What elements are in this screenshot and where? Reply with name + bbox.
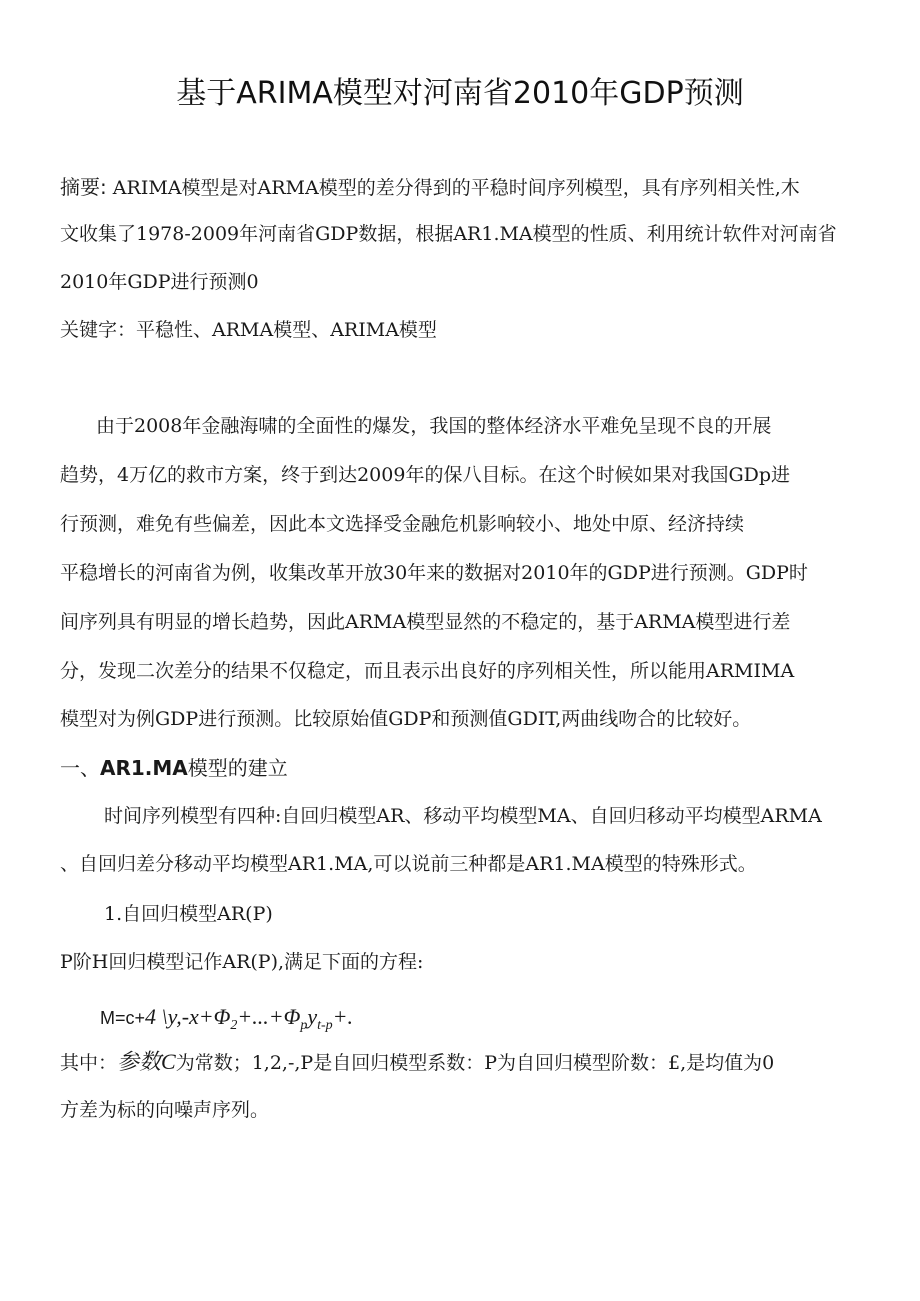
section-1-heading: [60, 756, 288, 780]
intro-line-3: 行预测，难免有些偏差，因此本文选择受金融危机影响较小、地处中原、经济持续: [60, 513, 745, 535]
formula-part-3: +...+Φ: [237, 1004, 301, 1029]
intro-line-4: 平稳增长的河南省为例，收集改革开放30年来的数据对2010年的GDP进行预测。GDP时: [60, 562, 808, 584]
intro-line-6: 分，发现二次差分的结果不仅稳定，而且表示出良好的序列相关性，所以能用ARMIMA: [60, 660, 795, 682]
abstract-line-2: 文收集了1978-2009年河南省GDP数据，根据AR1.MA模型的性质、利用统计软件对河南省: [60, 223, 837, 245]
abstract-text-1: ARIMA模型是对ARMA模型的差分得到的平稳时间序列模型，具有序列相关性,木: [106, 177, 800, 199]
subsection-1-heading: 1.自回归模型AR(P): [104, 903, 273, 925]
where-rest: 为常数；1,2,-,P是自回归模型系数：P为自回归模型阶数：£,是均值为0: [175, 1052, 775, 1074]
section-1-prefix: 一、: [60, 756, 100, 780]
formula-end: +.: [332, 1004, 354, 1029]
formula-part-1: 4 \: [145, 1004, 168, 1029]
intro-line-5: 间序列具有明显的增长趋势，因此ARMA模型显然的不稳定的，基于ARMA模型进行差: [60, 611, 791, 633]
where-param: 参数C: [117, 1049, 176, 1074]
subsection-1-intro: P阶H回归模型记作AR(P),满足下面的方程:: [60, 951, 424, 973]
section-1-body-line-2: 、自回归差分移动平均模型AR1.MA,可以说前三种都是AR1.MA模型的特殊形式。: [60, 853, 757, 875]
paper-title: 基于ARIMA模型对河南省2010年GDP预测: [176, 76, 744, 111]
intro-line-1: 由于2008年金融海啸的全面性的爆发，我国的整体经济水平难免呈现不良的开展: [96, 415, 772, 437]
formula-sub-2: 2: [230, 1018, 238, 1033]
where-line-1: [60, 1050, 774, 1075]
formula-y: y: [307, 1004, 318, 1029]
intro-line-2: 趋势，4万亿的救市方案，终于到达2009年的保八目标。在这个时候如果对我国GDp进: [60, 464, 791, 486]
ar-formula: [100, 1003, 353, 1040]
formula-lhs: M=c+: [100, 1008, 146, 1028]
section-1-heading-rest: 模型的建立: [187, 756, 288, 780]
intro-line-7: 模型对为例GDP进行预测。比较原始值GDP和预测值GDIT,两曲线吻合的比较好。: [60, 708, 752, 730]
formula-sub-tp: t-p: [317, 1018, 333, 1033]
formula-part-2: y,-x+Φ: [167, 1004, 231, 1029]
abstract-label: 摘要:: [60, 175, 107, 199]
where-line-2: 方差为标的向噪声序列。: [60, 1099, 270, 1121]
keywords: 关键字：平稳性、ARMA模型、ARIMA模型: [60, 319, 437, 341]
section-1-heading-bold: AR1.MA: [100, 756, 188, 780]
abstract-line-3: 2010年GDP进行预测0: [60, 271, 259, 293]
formula-sub-p: p: [300, 1018, 308, 1033]
abstract-line-1: [60, 175, 800, 200]
section-1-body-line-1: 时间序列模型有四种:自回归模型AR、移动平均模型MA、自回归移动平均模型ARMA: [104, 805, 822, 827]
where-prefix: 其中：: [60, 1052, 118, 1074]
